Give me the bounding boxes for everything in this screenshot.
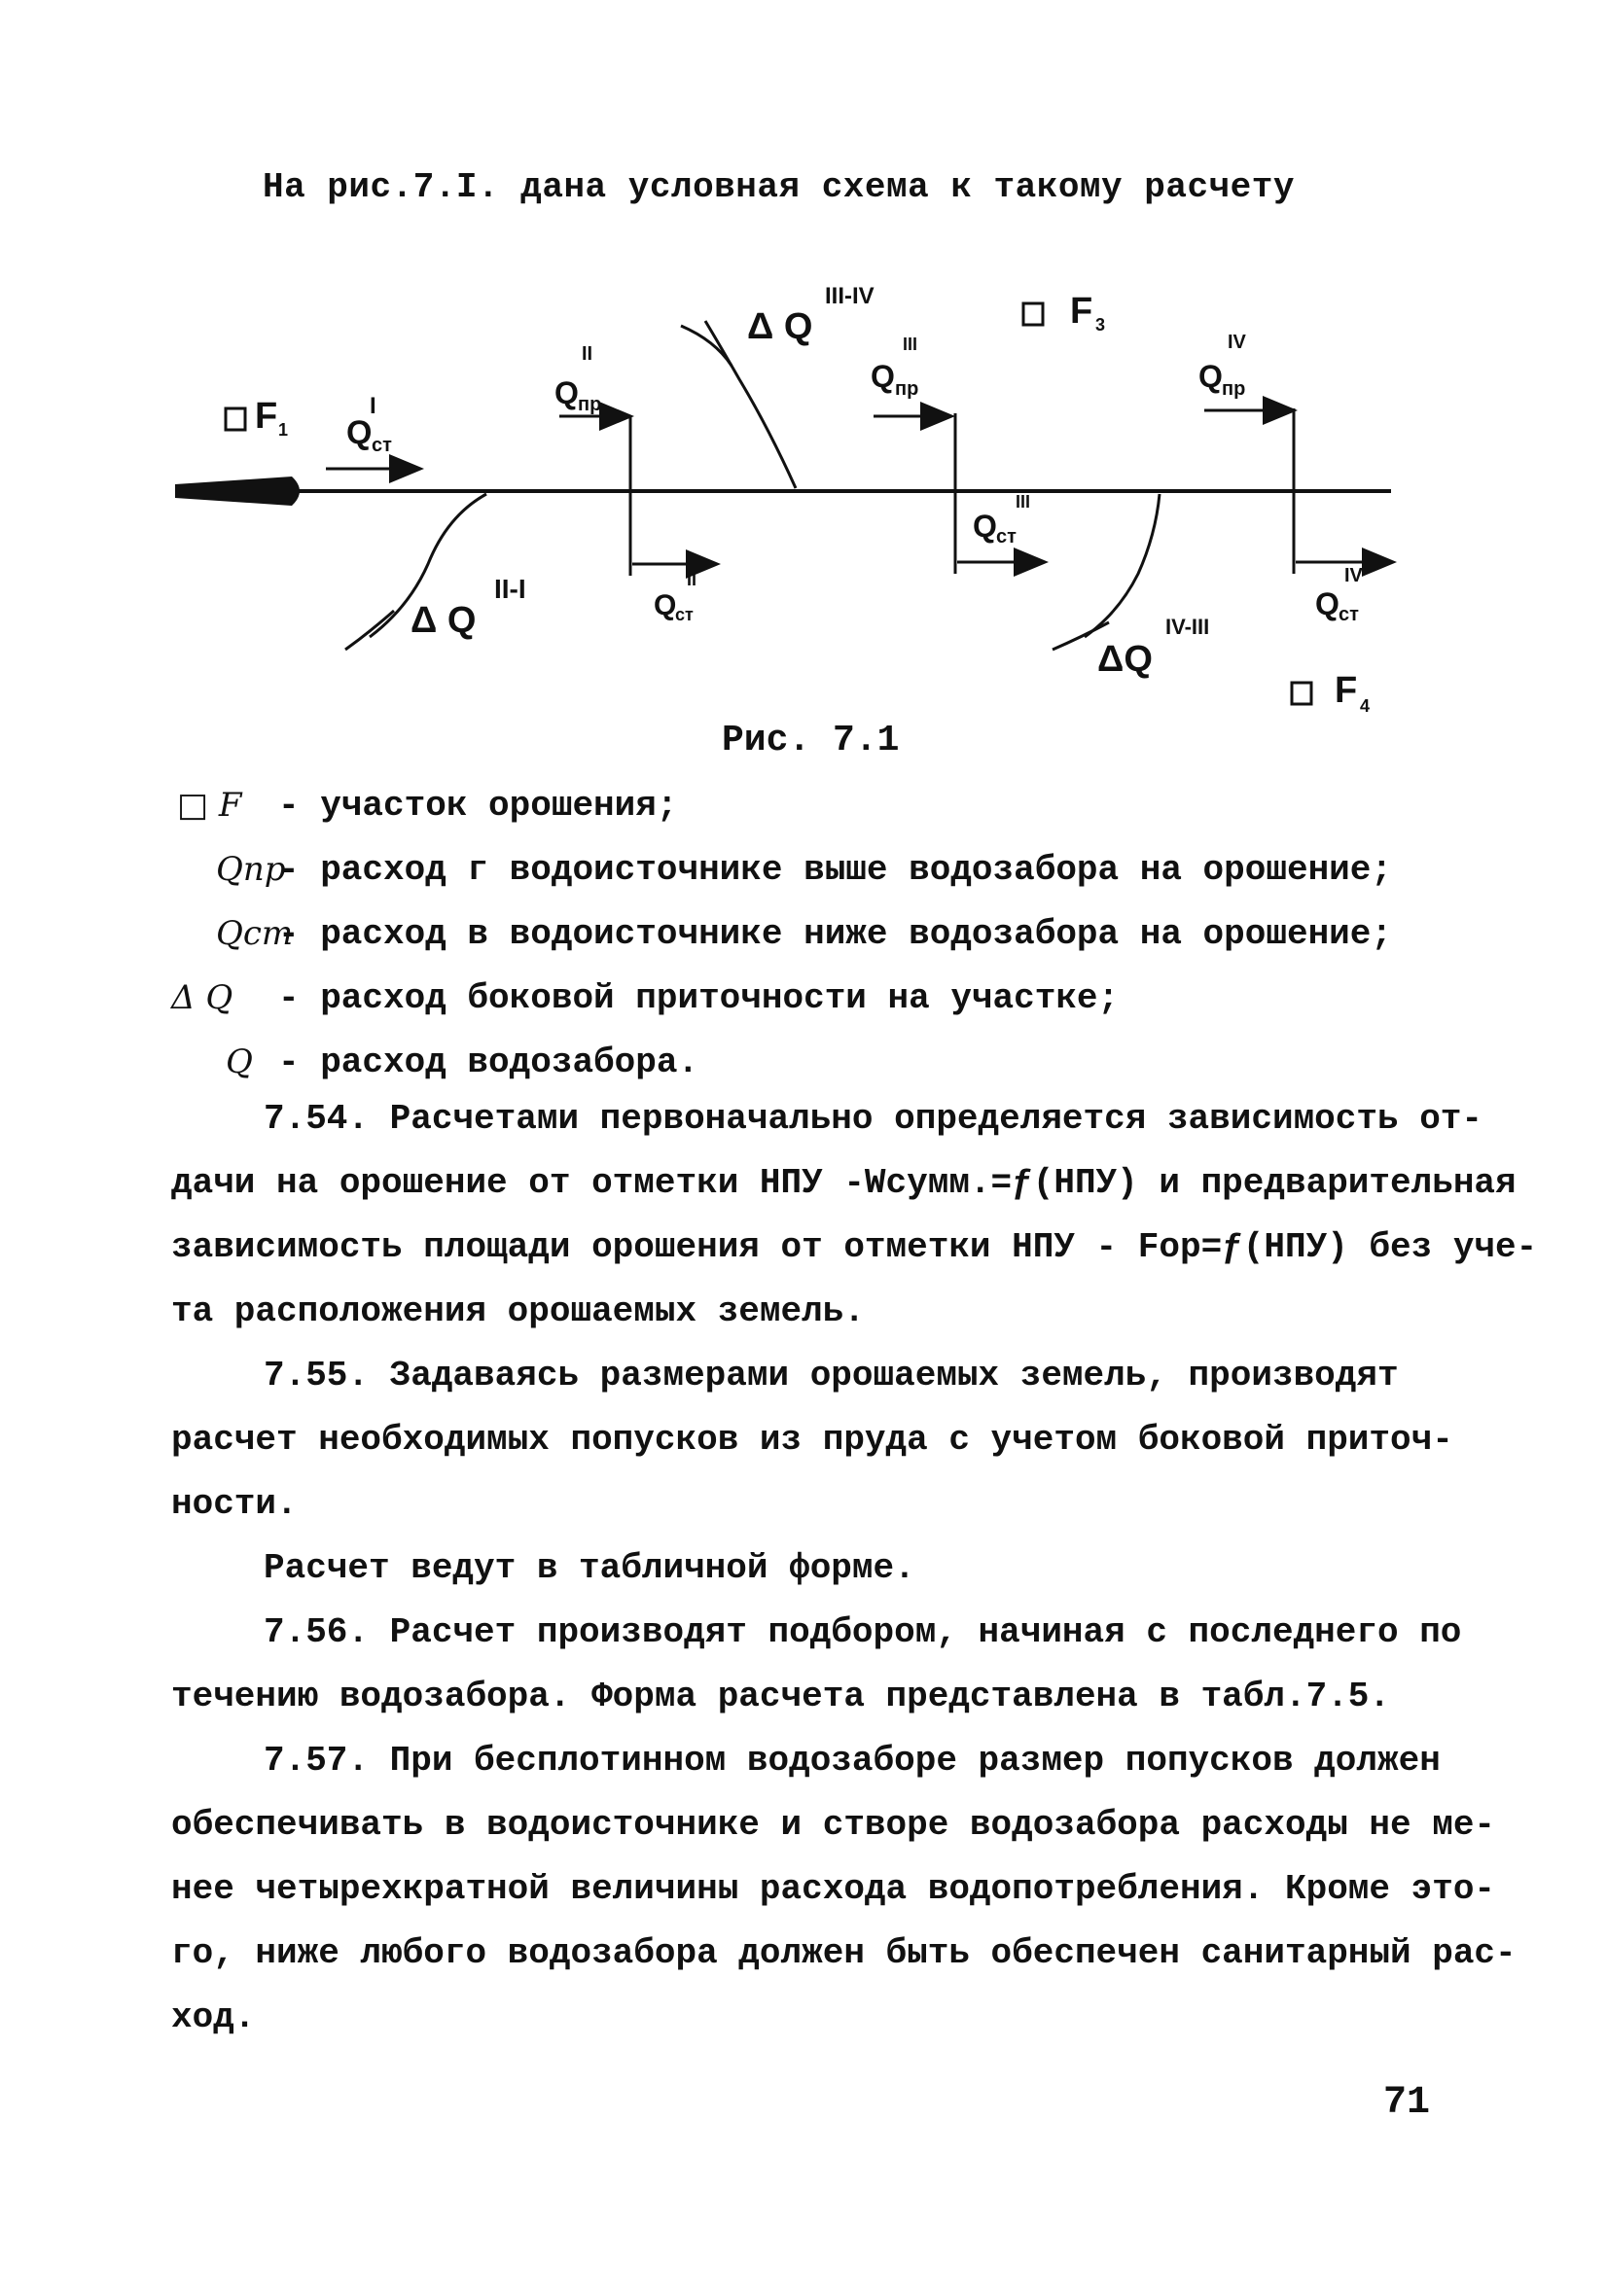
paragraph-7-54-line: дачи на орошение от отметки НПУ -Wсумм.=ƒ(НПУ) и предварительная <box>171 1163 1517 1203</box>
legend-symbol: Qпр <box>216 850 286 889</box>
q-st-1-sub: ст <box>372 435 392 456</box>
paragraph-7-55-line: расчет необходимых попусков из пруда с учетом боковой приточ- <box>171 1420 1453 1460</box>
f4-sub: 4 <box>1360 696 1371 716</box>
paragraph-7-56-line: 7.56. Расчет производят подбором, начиная с последнего по <box>264 1612 1462 1652</box>
q-st-1-label: Q <box>346 414 373 451</box>
legend-description: - участок орошения; <box>278 786 678 826</box>
q-st-2-sup: II <box>687 570 697 589</box>
dq-ii-i-sup: II-I <box>494 574 526 604</box>
paragraph-table-note: Расчет ведут в табличной форме. <box>264 1548 915 1588</box>
f3-square-icon <box>1023 303 1043 325</box>
q-st-2-label: Q <box>654 589 677 621</box>
paragraph-7-55-line: 7.55. Задаваясь размерами орошаемых земель, производят <box>264 1356 1399 1395</box>
legend-description: - расход в водоисточнике ниже водозабора на орошение; <box>278 914 1392 954</box>
river-source-cone <box>175 477 300 506</box>
q-st-3-label: Q <box>973 509 997 544</box>
paragraph-7-57-line: го, ниже любого водозабора должен быть обеспечен санитарный рас- <box>171 1933 1517 1973</box>
f4-square-icon <box>1292 683 1311 704</box>
f1-label: F <box>255 396 278 437</box>
dq-iv-iii-label: ΔQ <box>1097 639 1153 680</box>
tributary-iv-iii <box>1085 494 1160 637</box>
q-pr-4-sup: IV <box>1228 332 1246 353</box>
f4-label: F <box>1335 670 1358 711</box>
q-st-3-sub: ст <box>996 526 1017 548</box>
paragraph-7-54-line: 7.54. Расчетами первоначально определяется зависимость от- <box>264 1099 1483 1139</box>
legend-description: - расход боковой приточности на участке; <box>278 978 1120 1018</box>
f3-sub: 3 <box>1095 315 1106 335</box>
q-pr-3-sup: III <box>903 335 918 354</box>
scheme-figure <box>0 253 1607 739</box>
f3-label: F <box>1070 291 1093 332</box>
legend-symbol: Q <box>226 1042 253 1081</box>
dq-iv-iii-sup: IV-III <box>1165 615 1210 639</box>
q-pr-4-label: Q <box>1198 359 1223 394</box>
dq-iii-iv-sup: III-IV <box>825 283 875 309</box>
legend-symbol: Qст <box>216 914 294 953</box>
page-number: 71 <box>1383 2081 1431 2125</box>
q-pr-4-sub: пр <box>1222 378 1246 400</box>
legend-symbol: Δ Q <box>171 978 233 1017</box>
dq-iii-iv-label: Δ Q <box>747 306 813 347</box>
legend-symbol: □ F <box>177 786 242 825</box>
legend-description: - расход водозабора. <box>278 1042 699 1082</box>
q-pr-3-sub: пр <box>895 378 919 400</box>
paragraph-7-54-line: та расположения орошаемых земель. <box>171 1291 865 1331</box>
paragraph-7-54-line: зависимость площади орошения от отметки НПУ - Fор=ƒ(НПУ) без уче- <box>171 1227 1538 1267</box>
q-st-3-sup: III <box>1016 492 1031 512</box>
paragraph-7-57-line: нее четырехкратной величины расхода водопотребления. Кроме это- <box>171 1869 1496 1909</box>
f1-square-icon <box>226 408 245 430</box>
tributary-ii-i-branch <box>345 611 394 650</box>
legend-description: - расход г водоисточнике выше водозабора на орошение; <box>278 850 1392 890</box>
intro-text: На рис.7.I. дана условная схема к такому расчету <box>263 167 1295 207</box>
figure-caption: Рис. 7.1 <box>722 720 900 761</box>
paragraph-7-57-line: обеспечивать в водоисточнике и створе водозабора расходы не ме- <box>171 1805 1496 1845</box>
q-st-2-sub: ст <box>675 605 694 624</box>
paragraph-7-57-line: 7.57. При бесплотинном водозаборе размер попусков должен <box>264 1741 1441 1781</box>
paragraph-7-56-line: течению водозабора. Форма расчета представлена в табл.7.5. <box>171 1677 1391 1716</box>
q-pr-2-sup: II <box>582 343 593 365</box>
q-st-1-sup: I <box>370 393 376 419</box>
f1-sub: 1 <box>278 420 289 440</box>
q-pr-2-label: Q <box>554 375 579 410</box>
q-pr-2-sub: пр <box>578 394 602 415</box>
paragraph-7-55-line: ности. <box>171 1484 298 1524</box>
q-st-4-label: Q <box>1315 586 1339 621</box>
tributary-iii-iv-branch <box>681 326 732 366</box>
body-text <box>171 1099 1538 2062</box>
paragraph-7-57-line: ход. <box>171 1997 256 2037</box>
dq-ii-i-label: Δ Q <box>411 600 477 641</box>
q-st-4-sup: IV <box>1344 565 1363 586</box>
q-pr-3-label: Q <box>871 359 895 394</box>
q-st-4-sub: ст <box>1339 604 1359 625</box>
